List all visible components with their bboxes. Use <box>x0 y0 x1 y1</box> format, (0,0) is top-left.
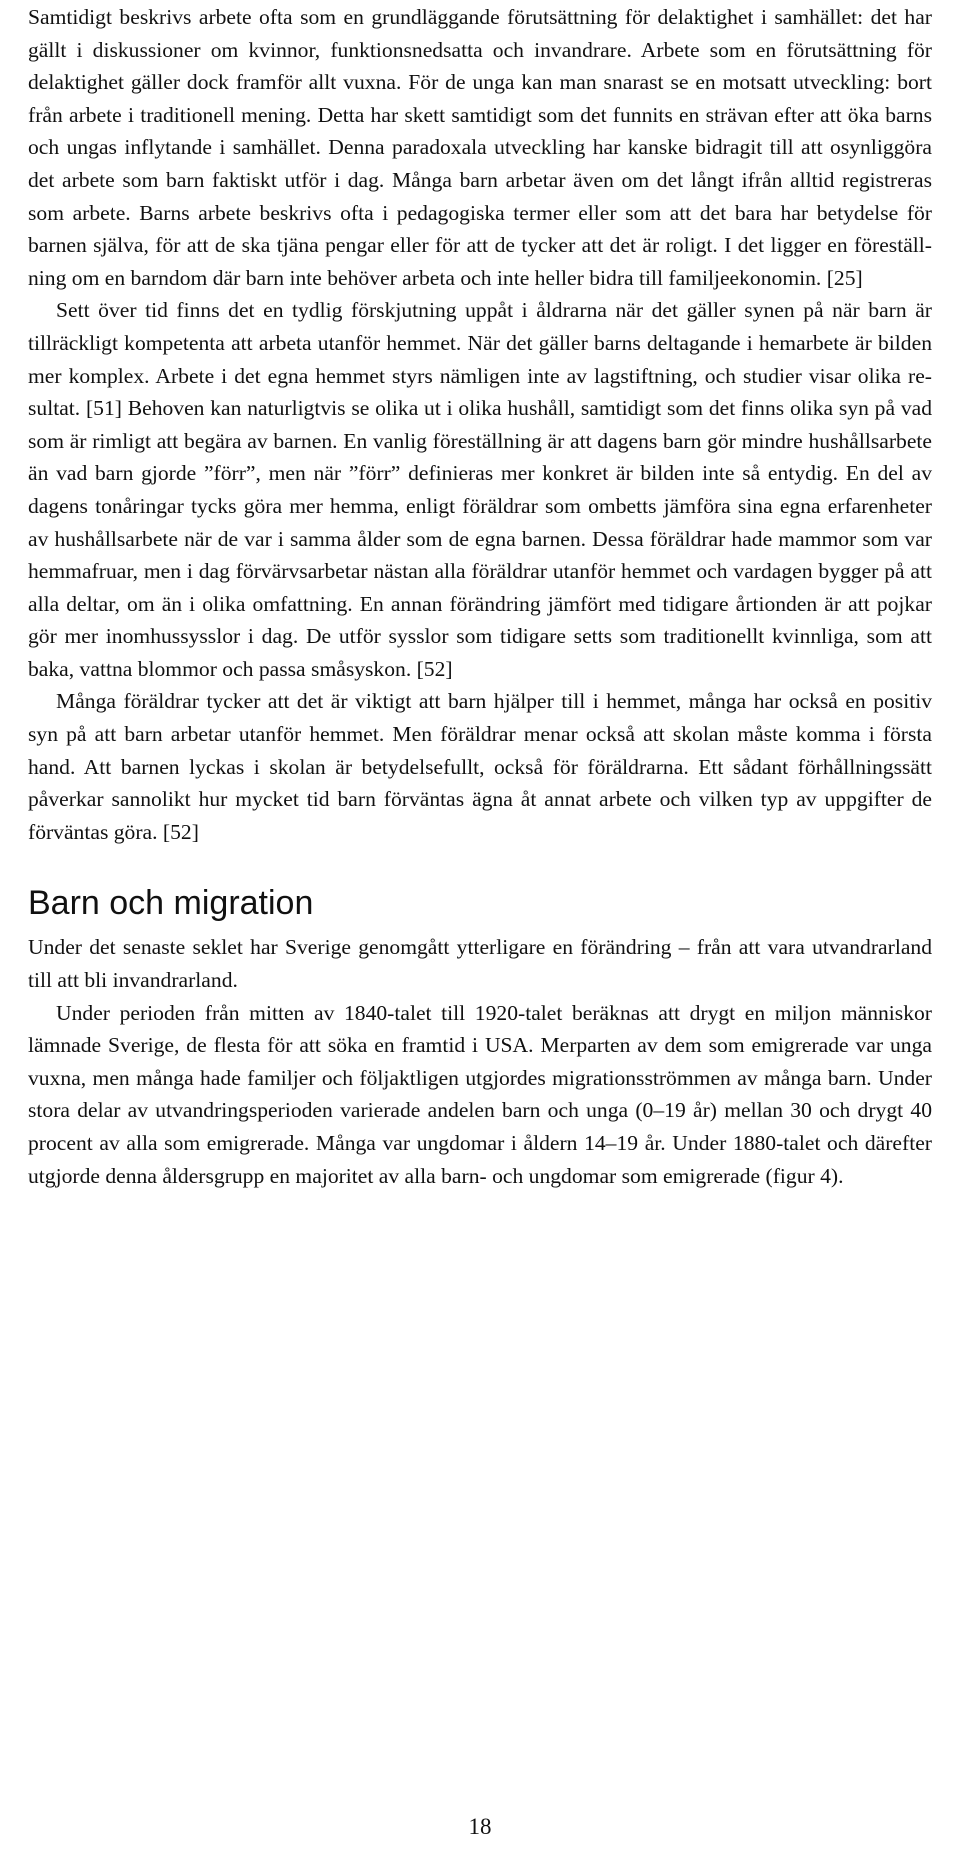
paragraph-work-over-time: Sett över tid finns det en tydlig förskjutning uppåt i åldrarna när det gäller synen på när barn är tillräckligt kompetenta att arbeta utanför hemmet. När det gäller barns deltagande i hemarbete är bilden mer komplex. Arbete i det egna hemmet styrs nämligen inte av lagstiftning, och studier visar olika resultat. [51] Behoven kan naturligtvis se olika ut i olika hushåll, samtidigt som det finns olika syn på vad som är rimligt att begära av barnen. En vanlig föreställning är att dagens barn gör mindre hushållsarbete än vad barn gjorde ”förr”, men när ”förr” definieras mer konkret är bilden inte så entydig. En del av dagens tonåringar tycks göra mer hemma, enligt föräldrar som ombetts jämföra sina egna erfarenheter av hushållsarbete när de var i samma ålder som de egna barnen. Dessa föräldrar hade mammor som var hemmafruar, men i dag förvärvsarbetar nästan alla föräldrar utanför hemmet och vardagen bygger på att alla deltar, om än i olika omfattning. En annan förändring jämfört med tidigare årtionden är att pojkar gör mer inomhussysslor i dag. De utför sysslor som tidigare setts som traditionellt kvinnliga, som att baka, vattna blommor och passa småsyskon. [52] <box>28 298 932 681</box>
paragraph-parents-views: Många föräldrar tycker att det är viktigt att barn hjälper till i hemmet, många har också en positiv syn på att barn arbetar utanför hemmet. Men föräldrar menar också att skolan måste komma i första hand. Att barnen lyckas i skolan är betydelsefullt, också för föräldrarna. Ett sådant förhållningssätt påverkar sannolikt hur mycket tid barn förväntas ägna åt annat arbete och vilken typ av uppgifter de förväntas göra. [52] <box>28 689 932 844</box>
paragraph-work-participation: Samtidigt beskrivs arbete ofta som en grundläggande förutsättning för delaktighet i samhället: det har gällt i diskussioner om kvinnor, funktionsnedsatta och invandrare. Arbete som en förutsättning för delaktighet gäller dock framför allt vuxna. För de unga kan man snarast se en motsatt utveckling: bort från arbete i traditionell mening. Detta har skett samtidigt som det funnits en strävan efter att öka barns och ungas inflytande i samhället. Denna paradoxala utveckling har kanske bidragit till att osynliggöra det arbete som barn faktiskt utför i dag. Många barn arbetar även om det långt ifrån alltid registreras som arbete. Barns arbete beskrivs ofta i pedagogiska termer eller som att det bara har betydelse för barnen själva, för att de ska tjäna pengar eller för att de tycker att det är roligt. I det ligger en föreställning om en barndom där barn inte behöver arbeta och inte heller bidra till familjeekonomin. [25] <box>28 5 932 290</box>
page-number: 18 <box>468 1814 492 1839</box>
paragraph-migration-intro: Under det senaste seklet har Sverige genomgått ytterligare en förändring – från att vara utvandrarland till att bli invandrarland. <box>28 935 932 993</box>
paragraph-emigration-period: Under perioden från mitten av 1840-talet till 1920-talet beräknas att drygt en miljon människor lämnade Sverige, de flesta för att söka en framtid i USA. Merparten av dem som emigrerade var unga vuxna, men många hade familjer och följaktligen utgjordes migrationsströmmen av många barn. Under stora delar av utvandringsperioden varierade andelen barn och unga (0–19 år) mellan 30 och drygt 40 procent av alla som emigrerade. Många var ungdomar i åldern 14–19 år. Under 1880-talet och därefter utgjorde denna åldersgrupp en majoritet av alla barn- och ungdomar som emigrerade (figur 4). <box>28 1000 932 1188</box>
section-heading-barn-och-migration: Barn och migration <box>28 884 314 923</box>
document-page <box>28 0 932 1192</box>
